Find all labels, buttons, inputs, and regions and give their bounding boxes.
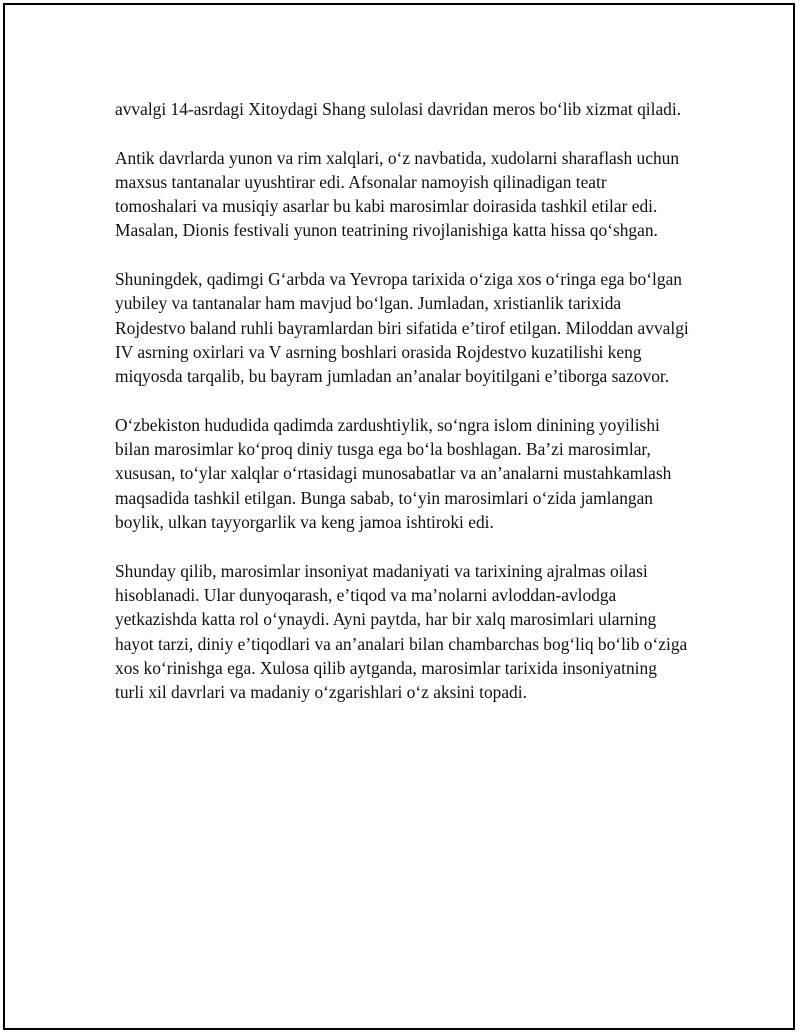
- document-body: [115, 97, 690, 729]
- paragraph-5: Shunday qilib, marosimlar insoniyat madaniyati va tarixining ajralmas oilasi hisoblanadi. Ular dunyoqarash, eʼtiqod va maʼnolarni avloddan-avlodga yetkazishda katta rol oʻynaydi. Ayni paytda, har bir xalq marosimlari ularning hayot tarzi, diniy eʼtiqodlari va anʼanalari bilan chambarchas bogʻliq boʻlib oʻziga xos koʻrinishga ega. Xulosa qilib aytganda, marosimlar tarixida insoniyatning turli xil davrlari va madaniy oʻzgarishlari oʻz aksini topadi.: [115, 560, 688, 703]
- paragraph-2: Antik davrlarda yunon va rim xalqlari, oʻz navbatida, xudolarni sharaflash uchun maxsus tantanalar uyushtirar edi. Afsonalar namoyish qilinadigan teatr tomoshalari va musiqiy asarlar bu kabi marosimlar doirasida tashkil etilar edi. Masalan, Dionis festivali yunon teatrining rivojlanishiga katta hissa qoʻshgan.: [115, 147, 680, 241]
- paragraph-3: Shuningdek, qadimgi Gʻarbda va Yevropa tarixida oʻziga xos oʻringa ega boʻlgan yubiley va tantanalar ham mavjud boʻlgan. Jumladan, xristianlik tarixida Rojdestvo baland ruhli bayramlardan biri sifatida eʼtirof etilgan. Miloddan avvalgi IV asrning oxirlari va V asrning boshlari orasida Rojdestvo kuzatilishi keng miqyosda tarqalib, bu bayram jumladan anʼanalar boyitilgani eʼtiborga sazovor.: [115, 269, 689, 387]
- paragraph-4: Oʻzbekiston hududida qadimda zardushtiylik, soʻngra islom dinining yoyilishi bilan marosimlar koʻproq diniy tusga ega boʻla boshlagan. Baʼzi marosimlar, xususan, toʻylar xalqlar oʻrtasidagi munosabatlar va anʼanalarni mustahkamlash maqsadida tashkil etilgan. Bunga sabab, toʻyin marosimlari oʻzida jamlangan boylik, ulkan tayyorgarlik va keng jamoa ishtiroki edi.: [115, 414, 672, 533]
- paragraph-1: avvalgi 14-asrdagi Xitoydagi Shang sulolasi davridan meros boʻlib xizmat qiladi.: [115, 99, 682, 119]
